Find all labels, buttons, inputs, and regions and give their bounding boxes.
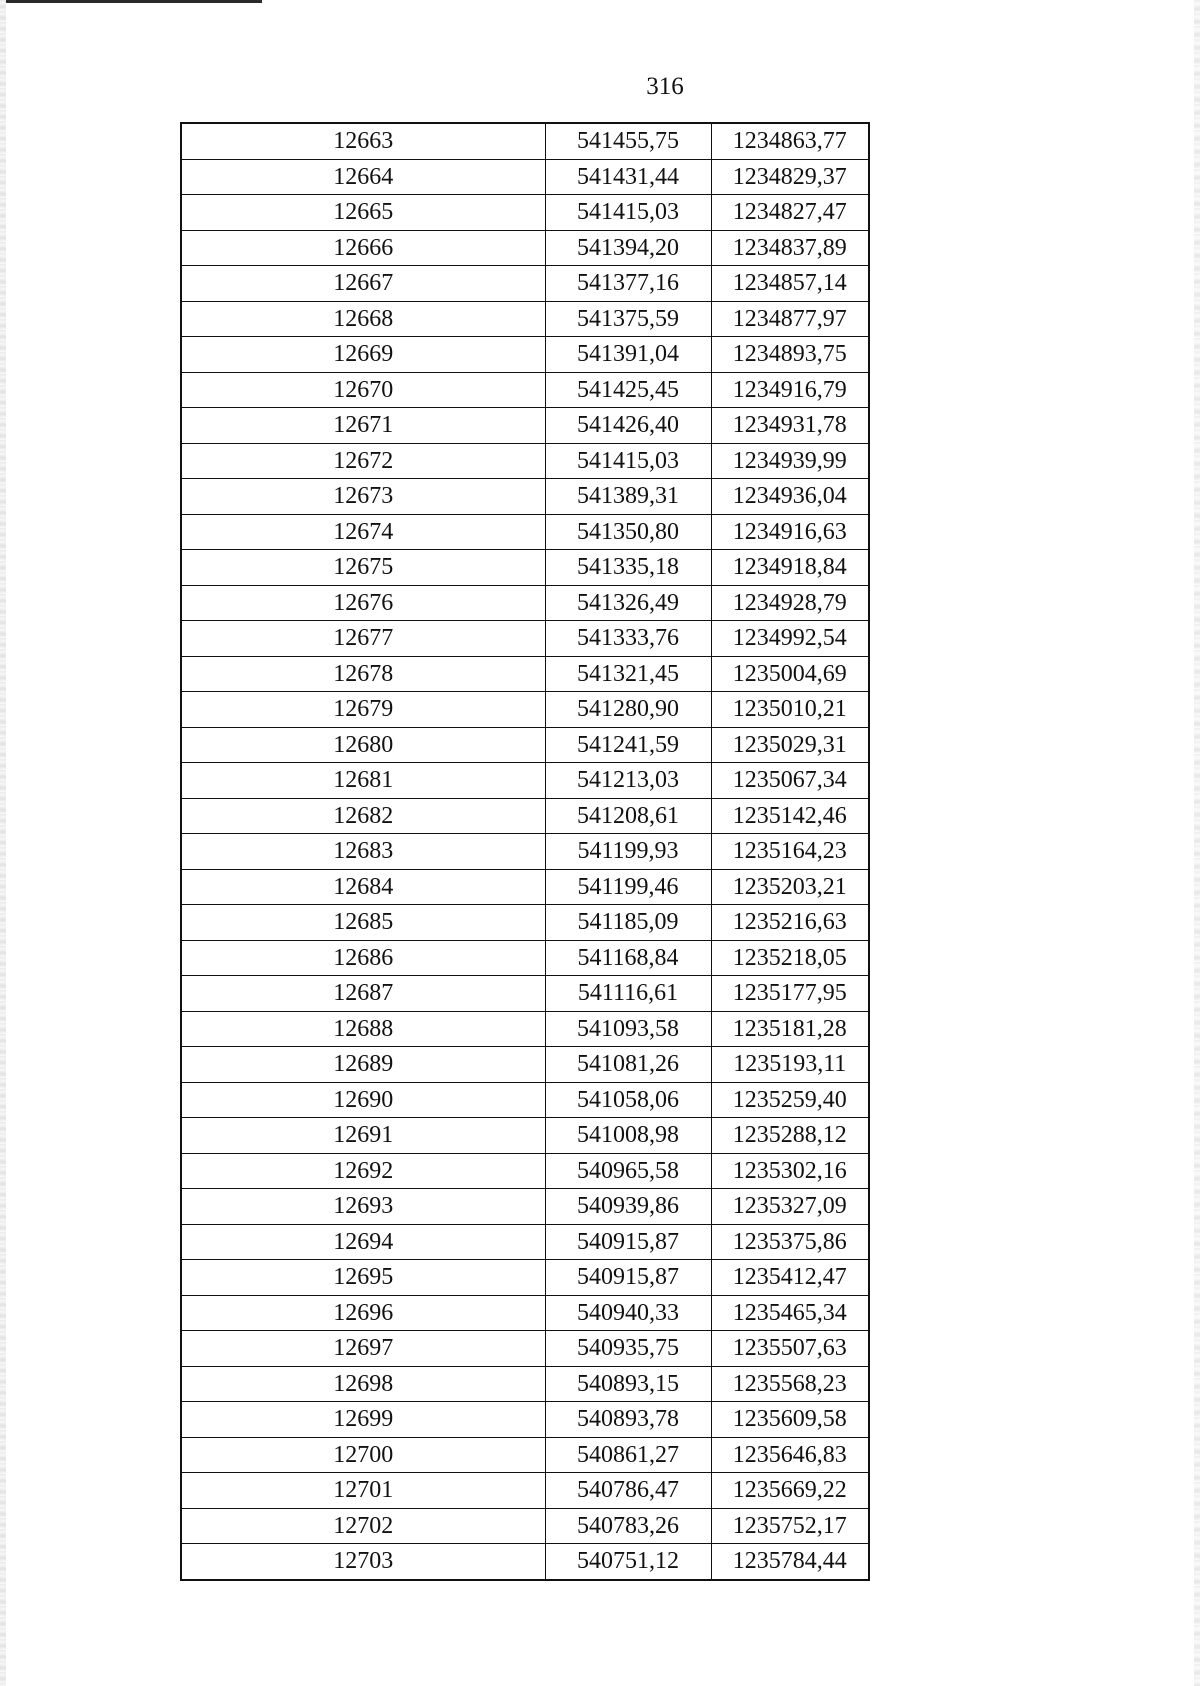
y-coordinate-cell: 1235193,11 <box>711 1047 869 1083</box>
point-number-cell: 12693 <box>181 1189 545 1225</box>
x-coordinate-cell: 541321,45 <box>545 656 711 692</box>
table-row <box>181 692 869 728</box>
x-coordinate-cell: 541377,16 <box>545 266 711 302</box>
table-row <box>181 372 869 408</box>
x-coordinate-cell: 541455,75 <box>545 123 711 159</box>
table-row <box>181 940 869 976</box>
table-row <box>181 656 869 692</box>
x-coordinate-cell: 541208,61 <box>545 798 711 834</box>
y-coordinate-cell: 1235412,47 <box>711 1260 869 1296</box>
table-row <box>181 266 869 302</box>
x-coordinate-cell: 540965,58 <box>545 1153 711 1189</box>
point-number-cell: 12698 <box>181 1366 545 1402</box>
point-number-cell: 12666 <box>181 230 545 266</box>
point-number-cell: 12702 <box>181 1508 545 1544</box>
y-coordinate-cell: 1234916,79 <box>711 372 869 408</box>
point-number-cell: 12664 <box>181 159 545 195</box>
x-coordinate-cell: 540915,87 <box>545 1260 711 1296</box>
point-number-cell: 12667 <box>181 266 545 302</box>
table-row <box>181 976 869 1012</box>
x-coordinate-cell: 541213,03 <box>545 763 711 799</box>
y-coordinate-cell: 1234928,79 <box>711 585 869 621</box>
point-number-cell: 12663 <box>181 123 545 159</box>
y-coordinate-cell: 1234829,37 <box>711 159 869 195</box>
point-number-cell: 12665 <box>181 195 545 231</box>
y-coordinate-cell: 1234916,63 <box>711 514 869 550</box>
y-coordinate-cell: 1235029,31 <box>711 727 869 763</box>
table-row <box>181 159 869 195</box>
x-coordinate-cell: 541008,98 <box>545 1118 711 1154</box>
table-row <box>181 195 869 231</box>
x-coordinate-cell: 540893,15 <box>545 1366 711 1402</box>
y-coordinate-cell: 1235164,23 <box>711 834 869 870</box>
page-number: 316 <box>646 73 684 100</box>
point-number-cell: 12687 <box>181 976 545 1012</box>
table-row <box>181 123 869 159</box>
table-row <box>181 1011 869 1047</box>
x-coordinate-cell: 540939,86 <box>545 1189 711 1225</box>
table-row <box>181 1224 869 1260</box>
point-number-cell: 12686 <box>181 940 545 976</box>
y-coordinate-cell: 1234939,99 <box>711 443 869 479</box>
table-row <box>181 1544 869 1580</box>
x-coordinate-cell: 541415,03 <box>545 443 711 479</box>
y-coordinate-cell: 1234893,75 <box>711 337 869 373</box>
x-coordinate-cell: 541280,90 <box>545 692 711 728</box>
x-coordinate-cell: 541185,09 <box>545 905 711 941</box>
y-coordinate-cell: 1235752,17 <box>711 1508 869 1544</box>
table-row <box>181 1295 869 1331</box>
x-coordinate-cell: 541241,59 <box>545 727 711 763</box>
table-row <box>181 1118 869 1154</box>
y-coordinate-cell: 1235507,63 <box>711 1331 869 1367</box>
y-coordinate-cell: 1234992,54 <box>711 621 869 657</box>
table-row <box>181 727 869 763</box>
y-coordinate-cell: 1235609,58 <box>711 1402 869 1438</box>
y-coordinate-cell: 1235004,69 <box>711 656 869 692</box>
table-row <box>181 230 869 266</box>
y-coordinate-cell: 1235010,21 <box>711 692 869 728</box>
table-row <box>181 834 869 870</box>
point-number-cell: 12694 <box>181 1224 545 1260</box>
table-row <box>181 514 869 550</box>
scan-edge-top <box>0 0 262 3</box>
table-row <box>181 1331 869 1367</box>
y-coordinate-cell: 1234931,78 <box>711 408 869 444</box>
table-row <box>181 1260 869 1296</box>
x-coordinate-cell: 541333,76 <box>545 621 711 657</box>
x-coordinate-cell: 541093,58 <box>545 1011 711 1047</box>
table-row <box>181 337 869 373</box>
x-coordinate-cell: 541391,04 <box>545 337 711 373</box>
y-coordinate-cell: 1235568,23 <box>711 1366 869 1402</box>
x-coordinate-cell: 541116,61 <box>545 976 711 1012</box>
table-row <box>181 479 869 515</box>
table-row <box>181 1189 869 1225</box>
table-row <box>181 1437 869 1473</box>
point-number-cell: 12688 <box>181 1011 545 1047</box>
point-number-cell: 12670 <box>181 372 545 408</box>
point-number-cell: 12697 <box>181 1331 545 1367</box>
point-number-cell: 12685 <box>181 905 545 941</box>
table-row <box>181 1047 869 1083</box>
x-coordinate-cell: 541335,18 <box>545 550 711 586</box>
y-coordinate-cell: 1234863,77 <box>711 123 869 159</box>
y-coordinate-cell: 1235177,95 <box>711 976 869 1012</box>
table-row <box>181 1366 869 1402</box>
x-coordinate-cell: 540861,27 <box>545 1437 711 1473</box>
y-coordinate-cell: 1235259,40 <box>711 1082 869 1118</box>
x-coordinate-cell: 540940,33 <box>545 1295 711 1331</box>
point-number-cell: 12700 <box>181 1437 545 1473</box>
x-coordinate-cell: 541375,59 <box>545 301 711 337</box>
point-number-cell: 12699 <box>181 1402 545 1438</box>
y-coordinate-cell: 1235784,44 <box>711 1544 869 1580</box>
y-coordinate-cell: 1235067,34 <box>711 763 869 799</box>
x-coordinate-cell: 540751,12 <box>545 1544 711 1580</box>
y-coordinate-cell: 1235181,28 <box>711 1011 869 1047</box>
point-number-cell: 12680 <box>181 727 545 763</box>
x-coordinate-cell: 540893,78 <box>545 1402 711 1438</box>
x-coordinate-cell: 540915,87 <box>545 1224 711 1260</box>
y-coordinate-cell: 1234877,97 <box>711 301 869 337</box>
y-coordinate-cell: 1235218,05 <box>711 940 869 976</box>
point-number-cell: 12676 <box>181 585 545 621</box>
y-coordinate-cell: 1235465,34 <box>711 1295 869 1331</box>
scan-edge-right <box>1194 0 1200 1686</box>
point-number-cell: 12678 <box>181 656 545 692</box>
point-number-cell: 12691 <box>181 1118 545 1154</box>
point-number-cell: 12671 <box>181 408 545 444</box>
y-coordinate-cell: 1235203,21 <box>711 869 869 905</box>
x-coordinate-cell: 541394,20 <box>545 230 711 266</box>
point-number-cell: 12684 <box>181 869 545 905</box>
x-coordinate-cell: 541199,93 <box>545 834 711 870</box>
point-number-cell: 12682 <box>181 798 545 834</box>
y-coordinate-cell: 1234837,89 <box>711 230 869 266</box>
coordinates-table <box>180 122 870 1581</box>
table-row <box>181 1402 869 1438</box>
table-row <box>181 763 869 799</box>
table-row <box>181 443 869 479</box>
point-number-cell: 12677 <box>181 621 545 657</box>
point-number-cell: 12672 <box>181 443 545 479</box>
y-coordinate-cell: 1234918,84 <box>711 550 869 586</box>
point-number-cell: 12675 <box>181 550 545 586</box>
point-number-cell: 12681 <box>181 763 545 799</box>
x-coordinate-cell: 540786,47 <box>545 1473 711 1509</box>
point-number-cell: 12701 <box>181 1473 545 1509</box>
x-coordinate-cell: 541431,44 <box>545 159 711 195</box>
y-coordinate-cell: 1234857,14 <box>711 266 869 302</box>
point-number-cell: 12673 <box>181 479 545 515</box>
y-coordinate-cell: 1235646,83 <box>711 1437 869 1473</box>
table-row <box>181 798 869 834</box>
y-coordinate-cell: 1235142,46 <box>711 798 869 834</box>
table-row <box>181 585 869 621</box>
y-coordinate-cell: 1235302,16 <box>711 1153 869 1189</box>
table-row <box>181 1508 869 1544</box>
point-number-cell: 12669 <box>181 337 545 373</box>
y-coordinate-cell: 1235375,86 <box>711 1224 869 1260</box>
point-number-cell: 12674 <box>181 514 545 550</box>
x-coordinate-cell: 541058,06 <box>545 1082 711 1118</box>
point-number-cell: 12696 <box>181 1295 545 1331</box>
table-row <box>181 869 869 905</box>
x-coordinate-cell: 541081,26 <box>545 1047 711 1083</box>
x-coordinate-cell: 541425,45 <box>545 372 711 408</box>
coordinates-table-body <box>181 123 869 1580</box>
point-number-cell: 12692 <box>181 1153 545 1189</box>
table-row <box>181 1473 869 1509</box>
point-number-cell: 12668 <box>181 301 545 337</box>
point-number-cell: 12679 <box>181 692 545 728</box>
point-number-cell: 12683 <box>181 834 545 870</box>
x-coordinate-cell: 541350,80 <box>545 514 711 550</box>
table-row <box>181 905 869 941</box>
table-row <box>181 408 869 444</box>
x-coordinate-cell: 541199,46 <box>545 869 711 905</box>
table-row <box>181 1082 869 1118</box>
x-coordinate-cell: 541389,31 <box>545 479 711 515</box>
y-coordinate-cell: 1235288,12 <box>711 1118 869 1154</box>
table-row <box>181 621 869 657</box>
point-number-cell: 12695 <box>181 1260 545 1296</box>
x-coordinate-cell: 541426,40 <box>545 408 711 444</box>
x-coordinate-cell: 541168,84 <box>545 940 711 976</box>
y-coordinate-cell: 1234936,04 <box>711 479 869 515</box>
scan-edge-left <box>0 0 6 1686</box>
x-coordinate-cell: 540783,26 <box>545 1508 711 1544</box>
point-number-cell: 12703 <box>181 1544 545 1580</box>
x-coordinate-cell: 541415,03 <box>545 195 711 231</box>
y-coordinate-cell: 1235669,22 <box>711 1473 869 1509</box>
x-coordinate-cell: 540935,75 <box>545 1331 711 1367</box>
table-row <box>181 301 869 337</box>
table-row <box>181 1153 869 1189</box>
y-coordinate-cell: 1235327,09 <box>711 1189 869 1225</box>
y-coordinate-cell: 1235216,63 <box>711 905 869 941</box>
table-row <box>181 550 869 586</box>
point-number-cell: 12689 <box>181 1047 545 1083</box>
x-coordinate-cell: 541326,49 <box>545 585 711 621</box>
y-coordinate-cell: 1234827,47 <box>711 195 869 231</box>
point-number-cell: 12690 <box>181 1082 545 1118</box>
